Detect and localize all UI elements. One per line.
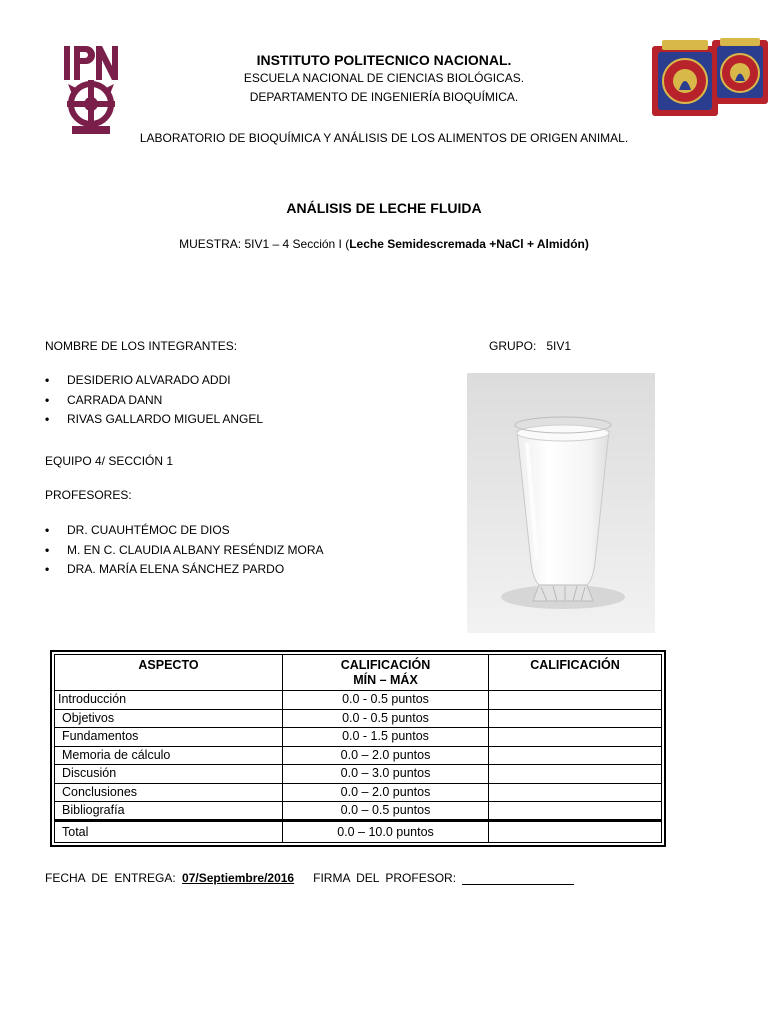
date-label: FECHA DE ENTREGA:: [45, 871, 176, 885]
professors-label: PROFESORES:: [45, 488, 132, 502]
grading-table: [50, 650, 666, 847]
table-total-row: Total 0.0 – 10.0 puntos: [55, 821, 662, 843]
group-field: [489, 339, 571, 353]
table-row: Conclusiones 0.0 – 2.0 puntos: [55, 783, 662, 802]
department-name: DEPARTAMENTO DE INGENIERÍA BIOQUÍMICA.: [249, 90, 519, 104]
delivery-line: [45, 871, 574, 885]
sample-line: [0, 237, 768, 251]
school-name: ESCUELA NACIONAL DE CIENCIAS BIOLÓGICAS.: [243, 71, 525, 85]
document-title: ANÁLISIS DE LECHE FLUIDA: [286, 200, 482, 216]
table-row: Discusión 0.0 – 3.0 puntos: [55, 765, 662, 784]
professors-list: [45, 521, 324, 580]
date-value: 07/Septiembre/2016: [182, 871, 295, 885]
grade-cell: [489, 728, 662, 747]
bullet-icon: •: [45, 373, 50, 387]
list-item: • RIVAS GALLARDO MIGUEL ANGEL: [45, 410, 263, 430]
team-label: EQUIPO 4/ SECCIÓN 1: [45, 454, 174, 468]
table-row: Objetivos 0.0 - 0.5 puntos: [55, 709, 662, 728]
grade-cell: [489, 783, 662, 802]
list-item: • DRA. MARÍA ELENA SÁNCHEZ PARDO: [45, 560, 324, 580]
group-value: 5IV1: [546, 339, 572, 353]
list-item: • DESIDERIO ALVARADO ADDI: [45, 371, 263, 391]
sample-description: Leche Semidescremada +NaCl + Almidón): [349, 237, 589, 251]
table-row: Introducción 0.0 - 0.5 puntos: [55, 691, 662, 710]
institution-title: INSTITUTO POLITECNICO NACIONAL.: [256, 52, 512, 68]
bullet-icon: •: [45, 392, 50, 407]
laboratory-name: LABORATORIO DE BIOQUÍMICA Y ANÁLISIS DE LOS ALIMENTOS DE ORIGEN ANIMAL.: [139, 131, 629, 145]
milk-glass-photo: [467, 373, 655, 633]
table-row: Memoria de cálculo 0.0 – 2.0 puntos: [55, 746, 662, 765]
bullet-icon: •: [45, 412, 50, 426]
grade-cell: [489, 709, 662, 728]
bullet-icon: •: [45, 523, 50, 537]
bullet-icon: •: [45, 542, 50, 557]
list-item: • CARRADA DANN: [45, 391, 263, 411]
header-range: CALIFICACIÓN MÍN – MÁX: [283, 655, 489, 691]
grade-cell: [489, 746, 662, 765]
grade-cell: [489, 765, 662, 784]
grade-cell: [489, 821, 662, 843]
members-list: [45, 371, 263, 430]
bullet-icon: •: [45, 562, 50, 576]
signature-label: FIRMA DEL PROFESOR:: [313, 871, 457, 885]
header-aspect: ASPECTO: [55, 655, 283, 691]
table-row: Bibliografía 0.0 – 0.5 puntos: [55, 802, 662, 821]
table-header-row: [55, 655, 662, 691]
grade-cell: [489, 802, 662, 821]
list-item: • DR. CUAUHTÉMOC DE DIOS: [45, 521, 324, 541]
signature-line: [462, 872, 574, 885]
sample-prefix: MUESTRA: 5IV1 – 4 Sección I (: [179, 237, 350, 251]
grade-cell: [489, 691, 662, 710]
members-label: NOMBRE DE LOS INTEGRANTES:: [45, 339, 238, 353]
group-label: GRUPO:: [489, 339, 537, 353]
header-grade: CALIFICACIÓN: [489, 655, 662, 691]
table-row: Fundamentos 0.0 - 1.5 puntos: [55, 728, 662, 747]
list-item: • M. EN C. CLAUDIA ALBANY RESÉNDIZ MORA: [45, 541, 324, 561]
